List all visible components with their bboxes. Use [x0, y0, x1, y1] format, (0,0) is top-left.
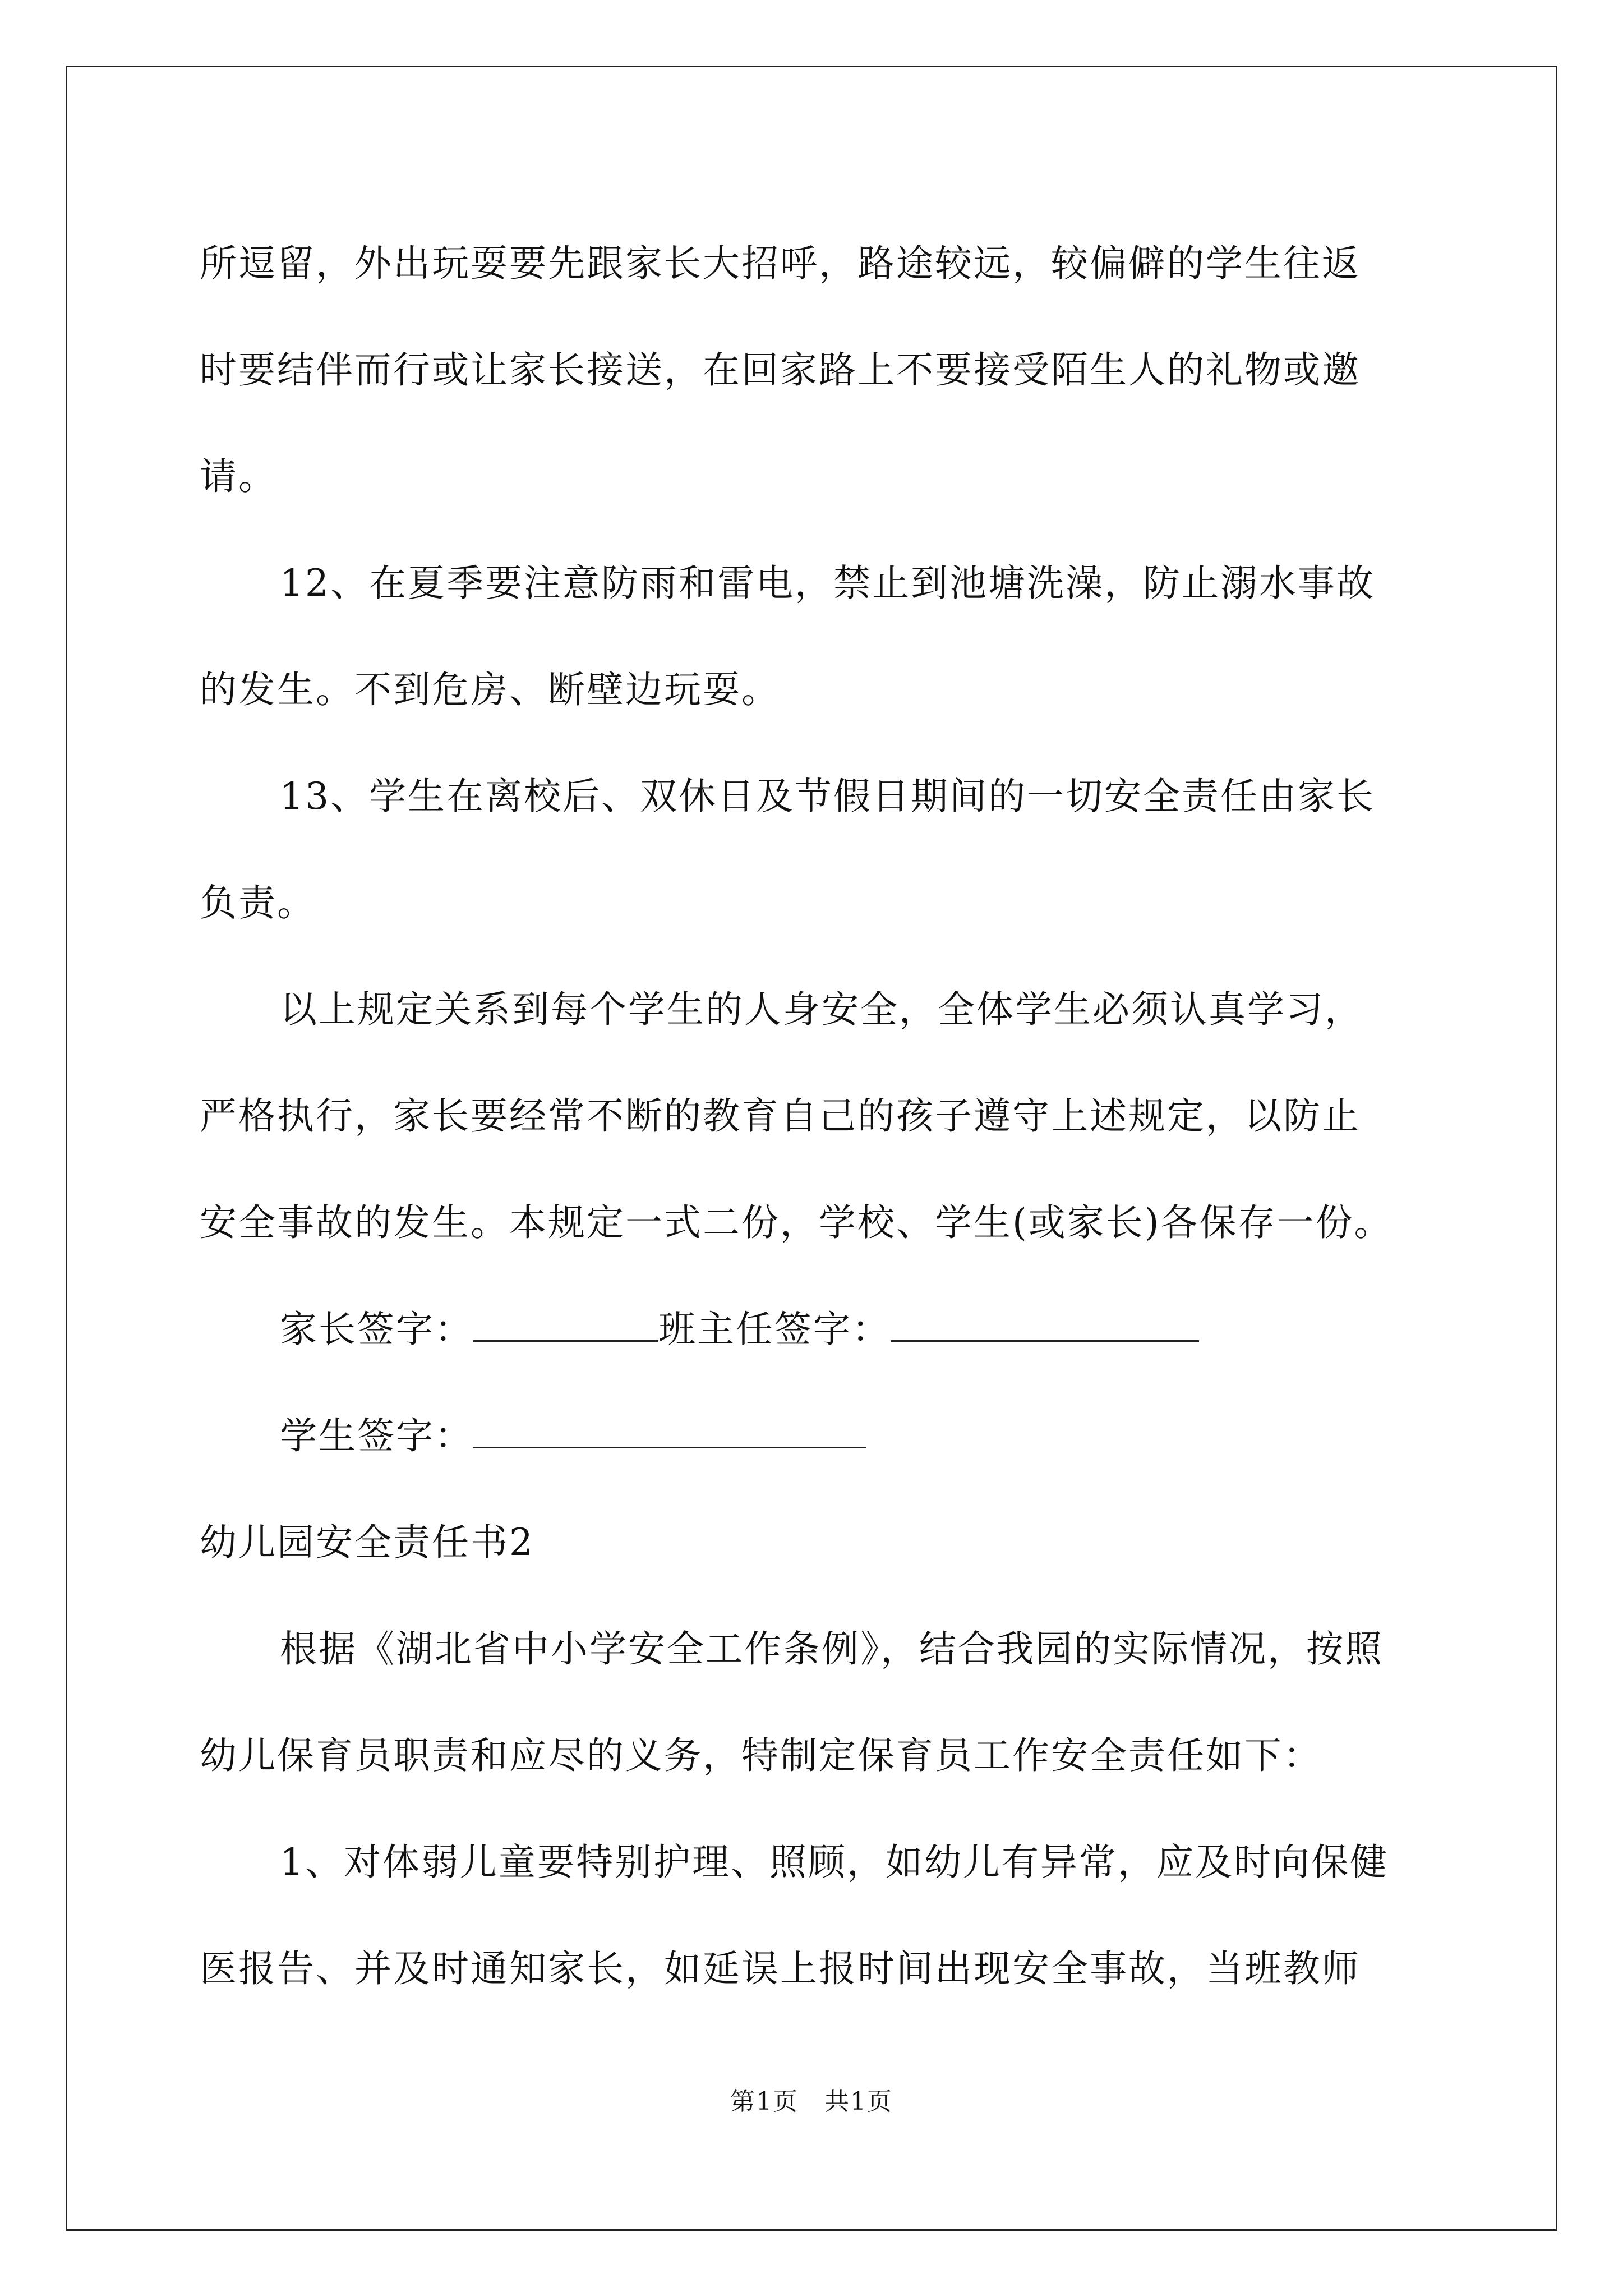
parent-signature-line	[473, 1309, 658, 1342]
teacher-signature-label: 班主任签字：	[658, 1308, 891, 1351]
teacher-signature-line	[891, 1309, 1199, 1342]
body-line: 12、在夏季要注意防雨和雷电，禁止到池塘洗澡，防止溺水事故	[280, 562, 1375, 605]
page-footer: 第1页 共1页	[730, 2087, 893, 2116]
body-line: 医报告、并及时通知家长，如延误上报时间出现安全事故，当班教师	[200, 1947, 1361, 1990]
body-line: 所逗留，外出玩耍要先跟家长大招呼，路途较远，较偏僻的学生往返	[200, 242, 1361, 285]
body-line: 负责。	[200, 881, 316, 924]
body-line: 1、对体弱儿童要特别护理、照顾，如幼儿有异常，应及时向保健	[280, 1841, 1389, 1884]
body-line: 时要结伴而行或让家长接送，在回家路上不要接受陌生人的礼物或邀	[200, 348, 1361, 392]
body-line: 根据《湖北省中小学安全工作条例》，结合我园的实际情况，按照	[280, 1627, 1384, 1671]
body-line: 幼儿保育员职责和应尽的义务，特制定保育员工作安全责任如下：	[200, 1734, 1322, 1777]
student-signature-label: 学生签字：	[280, 1414, 473, 1457]
body-line: 以上规定关系到每个学生的人身安全，全体学生必须认真学习，	[280, 988, 1363, 1031]
body-line: 请。	[200, 455, 277, 498]
signature-row-parent-teacher	[200, 1276, 1450, 1383]
body-line: 安全事故的发生。本规定一式二份，学校、学生(或家长)各保存一份。	[200, 1201, 1393, 1244]
document-body	[200, 210, 1450, 2022]
student-signature-line	[473, 1415, 866, 1448]
body-line: 13、学生在离校后、双休日及节假日期间的一切安全责任由家长	[280, 775, 1375, 818]
body-line: 严格执行，家长要经常不断的教育自己的孩子遵守上述规定，以防止	[200, 1094, 1361, 1138]
section-title: 幼儿园安全责任书2	[200, 1521, 534, 1564]
body-line: 的发生。不到危房、断壁边玩耍。	[200, 668, 780, 711]
signature-row-student	[200, 1383, 1450, 1489]
parent-signature-label: 家长签字：	[280, 1308, 473, 1351]
